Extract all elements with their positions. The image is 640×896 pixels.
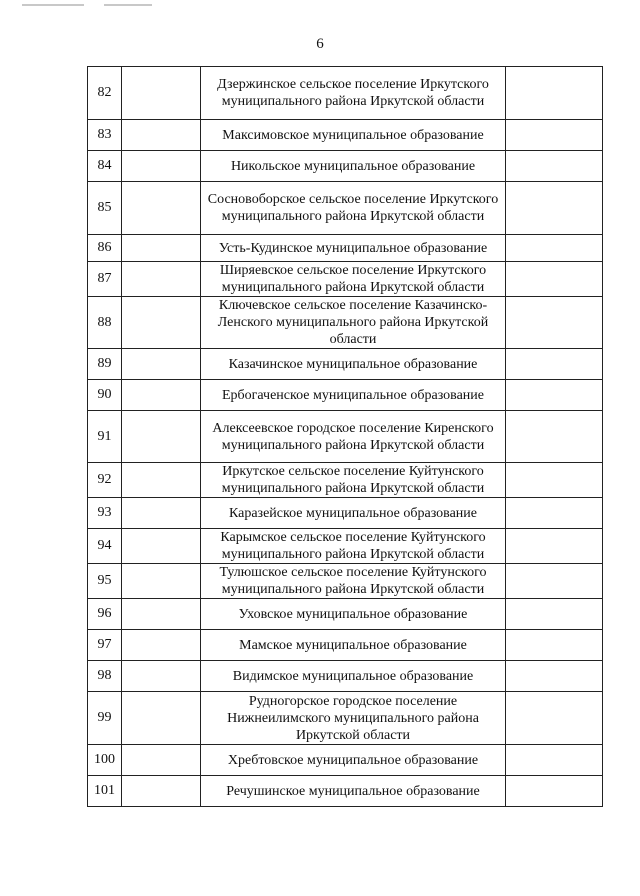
empty-cell: [122, 745, 201, 776]
empty-cell: [122, 380, 201, 411]
table-row: [88, 564, 603, 599]
row-number: 85: [88, 182, 122, 235]
table-row: [88, 182, 603, 235]
scan-artifact-line: [104, 4, 152, 6]
empty-cell: [506, 235, 603, 262]
municipality-name: Мамское муниципальное образование: [201, 630, 506, 661]
table-row: [88, 463, 603, 498]
empty-cell: [122, 151, 201, 182]
table-row: [88, 692, 603, 745]
row-number: 89: [88, 349, 122, 380]
empty-cell: [506, 67, 603, 120]
empty-cell: [506, 599, 603, 630]
empty-cell: [122, 776, 201, 807]
empty-cell: [122, 564, 201, 599]
table-row: [88, 599, 603, 630]
empty-cell: [506, 182, 603, 235]
row-number: 82: [88, 67, 122, 120]
table-row: [88, 120, 603, 151]
table-row: [88, 498, 603, 529]
empty-cell: [506, 380, 603, 411]
empty-cell: [122, 262, 201, 297]
empty-cell: [506, 564, 603, 599]
empty-cell: [122, 235, 201, 262]
empty-cell: [122, 692, 201, 745]
empty-cell: [506, 661, 603, 692]
municipality-name: Речушинское муниципальное образование: [201, 776, 506, 807]
empty-cell: [122, 349, 201, 380]
row-number: 87: [88, 262, 122, 297]
municipality-name: Тулюшское сельское поселение Куйтунского муниципального района Иркутской области: [201, 564, 506, 599]
municipality-name: Уховское муниципальное образование: [201, 599, 506, 630]
page-number: 6: [316, 36, 324, 52]
empty-cell: [506, 120, 603, 151]
municipality-name: Хребтовское муниципальное образование: [201, 745, 506, 776]
municipality-name: Максимовское муниципальное образование: [201, 120, 506, 151]
empty-cell: [122, 297, 201, 349]
row-number: 84: [88, 151, 122, 182]
empty-cell: [122, 182, 201, 235]
table-row: [88, 411, 603, 463]
scan-artifact-line: [22, 4, 84, 6]
table-row: [88, 529, 603, 564]
row-number: 92: [88, 463, 122, 498]
empty-cell: [506, 151, 603, 182]
row-number: 86: [88, 235, 122, 262]
row-number: 101: [88, 776, 122, 807]
table-row: [88, 297, 603, 349]
row-number: 97: [88, 630, 122, 661]
empty-cell: [122, 630, 201, 661]
table-row: [88, 661, 603, 692]
municipality-name: Никольское муниципальное образование: [201, 151, 506, 182]
municipality-name: Казачинское муниципальное образование: [201, 349, 506, 380]
empty-cell: [506, 262, 603, 297]
empty-cell: [122, 120, 201, 151]
row-number: 94: [88, 529, 122, 564]
row-number: 99: [88, 692, 122, 745]
municipality-name: Рудногорское городское поселение Нижнеилимского муниципального района Иркутской области: [201, 692, 506, 745]
municipality-name: Иркутское сельское поселение Куйтунского муниципального района Иркутской области: [201, 463, 506, 498]
row-number: 88: [88, 297, 122, 349]
empty-cell: [506, 411, 603, 463]
row-number: 96: [88, 599, 122, 630]
municipality-name: Ербогаченское муниципальное образование: [201, 380, 506, 411]
row-number: 90: [88, 380, 122, 411]
row-number: 100: [88, 745, 122, 776]
empty-cell: [506, 692, 603, 745]
municipality-name: Видимское муниципальное образование: [201, 661, 506, 692]
empty-cell: [122, 498, 201, 529]
empty-cell: [122, 661, 201, 692]
municipality-name: Усть-Кудинское муниципальное образование: [201, 235, 506, 262]
municipality-name: Ключевское сельское поселение Казачинско-Ленского муниципального района Иркутской области: [201, 297, 506, 349]
municipalities-table: [87, 66, 603, 807]
table-row: [88, 380, 603, 411]
empty-cell: [506, 745, 603, 776]
empty-cell: [506, 297, 603, 349]
table-row: [88, 67, 603, 120]
empty-cell: [122, 67, 201, 120]
empty-cell: [122, 529, 201, 564]
table-row: [88, 776, 603, 807]
municipality-name: Ширяевское сельское поселение Иркутского муниципального района Иркутской области: [201, 262, 506, 297]
row-number: 98: [88, 661, 122, 692]
table-row: [88, 262, 603, 297]
row-number: 93: [88, 498, 122, 529]
row-number: 91: [88, 411, 122, 463]
row-number: 95: [88, 564, 122, 599]
municipality-name: Алексеевское городское поселение Киренского муниципального района Иркутской области: [201, 411, 506, 463]
table-row: [88, 630, 603, 661]
empty-cell: [506, 630, 603, 661]
municipality-name: Сосновоборское сельское поселение Иркутского муниципального района Иркутской области: [201, 182, 506, 235]
empty-cell: [122, 599, 201, 630]
empty-cell: [506, 349, 603, 380]
empty-cell: [506, 776, 603, 807]
empty-cell: [122, 463, 201, 498]
row-number: 83: [88, 120, 122, 151]
empty-cell: [122, 411, 201, 463]
municipality-name: Дзержинское сельское поселение Иркутского муниципального района Иркутской области: [201, 67, 506, 120]
table-row: [88, 151, 603, 182]
empty-cell: [506, 529, 603, 564]
table-row: [88, 349, 603, 380]
table-row: [88, 235, 603, 262]
table-row: [88, 745, 603, 776]
municipality-name: Каразейское муниципальное образование: [201, 498, 506, 529]
municipality-name: Карымское сельское поселение Куйтунского муниципального района Иркутской области: [201, 529, 506, 564]
empty-cell: [506, 463, 603, 498]
empty-cell: [506, 498, 603, 529]
